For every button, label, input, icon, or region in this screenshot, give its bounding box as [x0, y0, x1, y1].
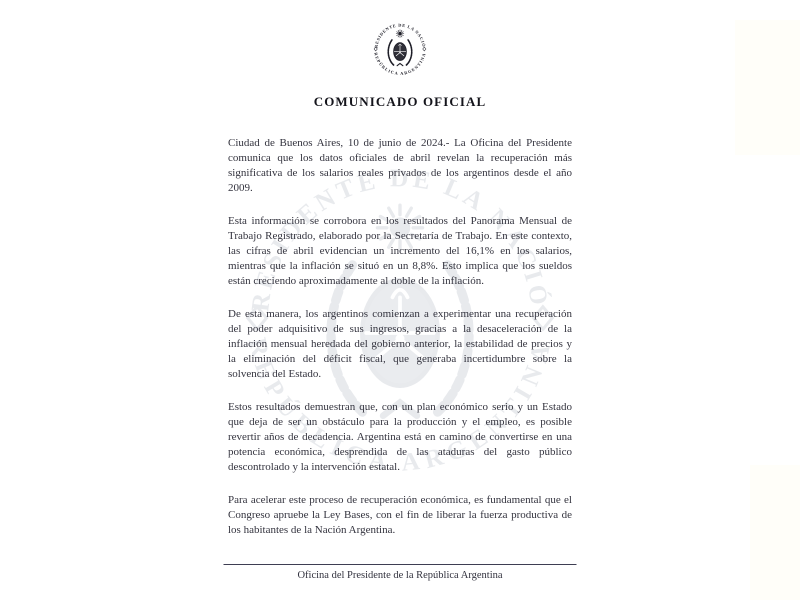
footer-signature-text: Oficina del Presidente de la República Argentina	[297, 570, 503, 581]
communique-body	[228, 136, 572, 538]
paragraph-economic-plan: Estos resultados demuestran que, con un plan económico serio y un Estado que deja de ser un obstáculo para la producción y el empleo, es posible revertir años de decadencia. Argentina está en camino de convertirse en una potencia económica, desprendida de las ataduras del gasto público descontrolado y la intervención estatal.	[228, 401, 572, 473]
document-header	[0, 17, 800, 110]
paragraph-purchasing-power: De esta manera, los argentinos comienzan a experimentar una recuperación del poder adquisitivo de sus ingresos, gracias a la desaceleración de la inflación mensual heredada del gobierno anterior, la estabilidad de precios y la eliminación del déficit fiscal, que generaba incertidumbre sobre la solvencia del Estado.	[228, 308, 572, 380]
faint-edge-artifact	[750, 465, 800, 600]
presidential-seal-icon	[368, 17, 432, 81]
footer-signature	[224, 564, 577, 581]
document-title: COMUNICADO OFICIAL	[313, 94, 487, 109]
paragraph-date-opening: Ciudad de Buenos Aires, 10 de junio de 2024.- La Oficina del Presidente comunica que los datos oficiales de abril revelan la recuperación más significativa de los salarios reales privados de los argentinos desde el año 2009.	[228, 137, 572, 194]
paragraph-wage-data: Esta información se corrobora en los resultados del Panorama Mensual de Trabajo Registrado, elaborado por la Secretaría de Trabajo. En este contexto, las cifras de abril evidencian un incremento del 16,1% en los salarios, mientras que la inflación se situó en un 8,8%. Esto implica que los sueldos están creciendo aproximadamente al doble de la inflación.	[228, 215, 572, 287]
paragraph-ley-bases: Para acelerar este proceso de recuperación económica, es fundamental que el Congreso apruebe la Ley Bases, con el fin de liberar la fuerza productiva de los habitantes de la Nación Argentina.	[228, 494, 572, 536]
